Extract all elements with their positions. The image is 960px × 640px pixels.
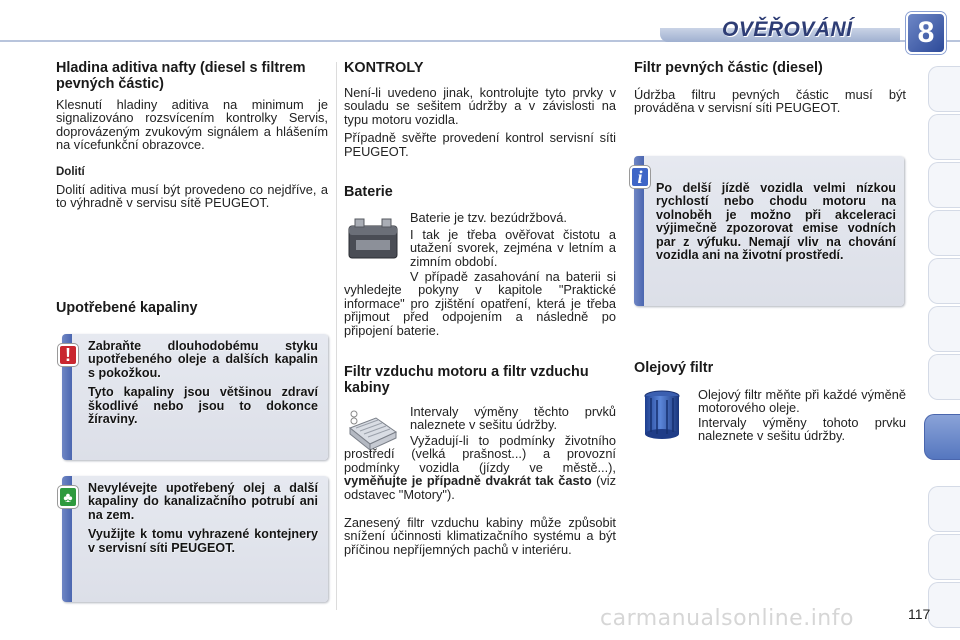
oil-filter-paragraph-2: Intervaly výměny tohoto prvku naleznete v sešitu údržby. xyxy=(698,415,906,444)
section-heading-oil-filter: Olejový filtr xyxy=(634,360,714,376)
battery-paragraph-2: I tak je třeba ověřovat čistotu a utažení svorek, zejména v letním a zimním období. xyxy=(410,227,616,269)
info-text: Po delší jízdě vozidla velmi nízkou rychlostí nebo chodu motoru na volnoběh je možno při akceleraci výjimečně zpozorovat emise vodních par z výfuku. Nemají vliv na chování vozidla ani na životní prostředí. xyxy=(656,181,896,263)
section-heading-additive: Hladina aditiva nafty (diesel s filtrem pevných částic) xyxy=(56,60,306,92)
battery-icon xyxy=(346,216,400,262)
air-filter-paragraph-2 xyxy=(344,434,616,501)
chapter-tab[interactable] xyxy=(928,114,960,160)
battery-paragraph-3: V případě zasahování na baterii si vyhledejte pokyny v kapitole "Praktické informace" pro zjištění opatření, která je třeba přijmout před odpojením a následně po připojení baterie. xyxy=(344,269,616,338)
warning-icon: ! xyxy=(58,344,78,366)
column-right xyxy=(634,60,906,115)
air-filter-text: Vyžadují-li to podmínky životního prostředí (velká prašnost...) a provozní podmínky vozidla (jízdy ve městě...), xyxy=(344,433,616,475)
chapter-tab[interactable] xyxy=(928,354,960,400)
checks-paragraph-2: Případně svěřte provedení kontrol servisní síti PEUGEOT. xyxy=(344,130,616,159)
info-box xyxy=(634,156,904,306)
chapter-tab[interactable] xyxy=(928,66,960,112)
particle-filter-paragraph: Údržba filtru pevných částic musí být prováděna v servisní síti PEUGEOT. xyxy=(634,87,906,116)
chapter-tab[interactable] xyxy=(928,162,960,208)
section-heading-air-filter: Filtr vzduchu motoru a filtr vzduchu kabiny xyxy=(344,364,589,396)
page-number: 117 xyxy=(908,606,931,622)
chapter-tab[interactable] xyxy=(928,582,960,628)
chapter-tab[interactable] xyxy=(928,210,960,256)
section-heading-checks: KONTROLY xyxy=(344,60,424,76)
air-filter-reference: (viz odstavec "Motory"). xyxy=(344,473,616,502)
warning-text-1: Zabraňte dlouhodobému styku upotřebeného oleje a dalších kapalin s pokožkou. xyxy=(88,339,318,380)
column-divider xyxy=(336,62,337,610)
checks-paragraph-1: Není-li uvedeno jinak, kontrolujte tyto prvky v souladu se sešitem údržby a v závislosti na typu motoru vozidla. xyxy=(344,85,616,127)
watermark: carmanualsonline.info xyxy=(600,606,854,631)
warning-text-2: Tyto kapaliny jsou většinou zdraví škodlivé nebo jsou to dokonce žíraviny. xyxy=(88,385,318,427)
column-left xyxy=(56,60,328,210)
column-middle xyxy=(344,60,616,158)
chapter-tab[interactable] xyxy=(928,486,960,532)
oil-filter-paragraph-1: Olejový filtr měňte při každé výměně motorového oleje. xyxy=(698,387,906,416)
oil-filter-icon xyxy=(640,388,684,440)
chapter-tab[interactable] xyxy=(928,534,960,580)
chapter-tab[interactable] xyxy=(928,306,960,352)
chapter-tab[interactable] xyxy=(928,258,960,304)
info-icon: i xyxy=(630,166,650,188)
section-heading-particle-filter: Filtr pevných částic (diesel) xyxy=(634,60,823,76)
air-filter-paragraph-1: Intervaly výměny těchto prvků naleznete v sešitu údržby. xyxy=(410,404,616,433)
air-filter-emphasis: vyměňujte je případně dvakrát tak často xyxy=(344,473,592,489)
section-heading-used-fluids: Upotřebené kapaliny xyxy=(56,300,198,316)
chapter-tab-active[interactable] xyxy=(924,414,960,460)
battery-paragraph-1: Baterie je tzv. bezúdržbová. xyxy=(410,210,567,225)
tree-icon: ♣ xyxy=(58,486,78,508)
section-heading-battery: Baterie xyxy=(344,184,393,200)
additive-paragraph: Klesnutí hladiny aditiva na minimum je signalizováno rozsvícením kontrolky Servis, doprovázeným zvukovým signálem a hlášením na vícefunkční obrazovce. xyxy=(56,97,328,153)
subheading-refill: Dolití xyxy=(56,165,85,178)
environment-text-2: Využijte k tomu vyhrazené kontejnery v servisní síti PEUGEOT. xyxy=(88,527,318,555)
page-title: OVĚŘOVÁNÍ xyxy=(722,18,853,41)
environment-box xyxy=(62,476,328,602)
refill-paragraph: Dolití aditiva musí být provedeno co nejdříve, a to výhradně v servisu sítě PEUGEOT. xyxy=(56,182,328,211)
chapter-tabs xyxy=(928,66,960,626)
environment-text-1: Nevylévejte upotřebený olej a další kapaliny do kanalizačního potrubí ani na zem. xyxy=(88,481,318,522)
warning-box xyxy=(62,334,328,460)
chapter-badge: 8 xyxy=(906,12,946,54)
air-filter-paragraph-3: Zanesený filtr vzduchu kabiny může způsobit snížení účinnosti klimatizačního systému a být příčinou nepříjemných pachů v interiéru. xyxy=(344,515,616,557)
